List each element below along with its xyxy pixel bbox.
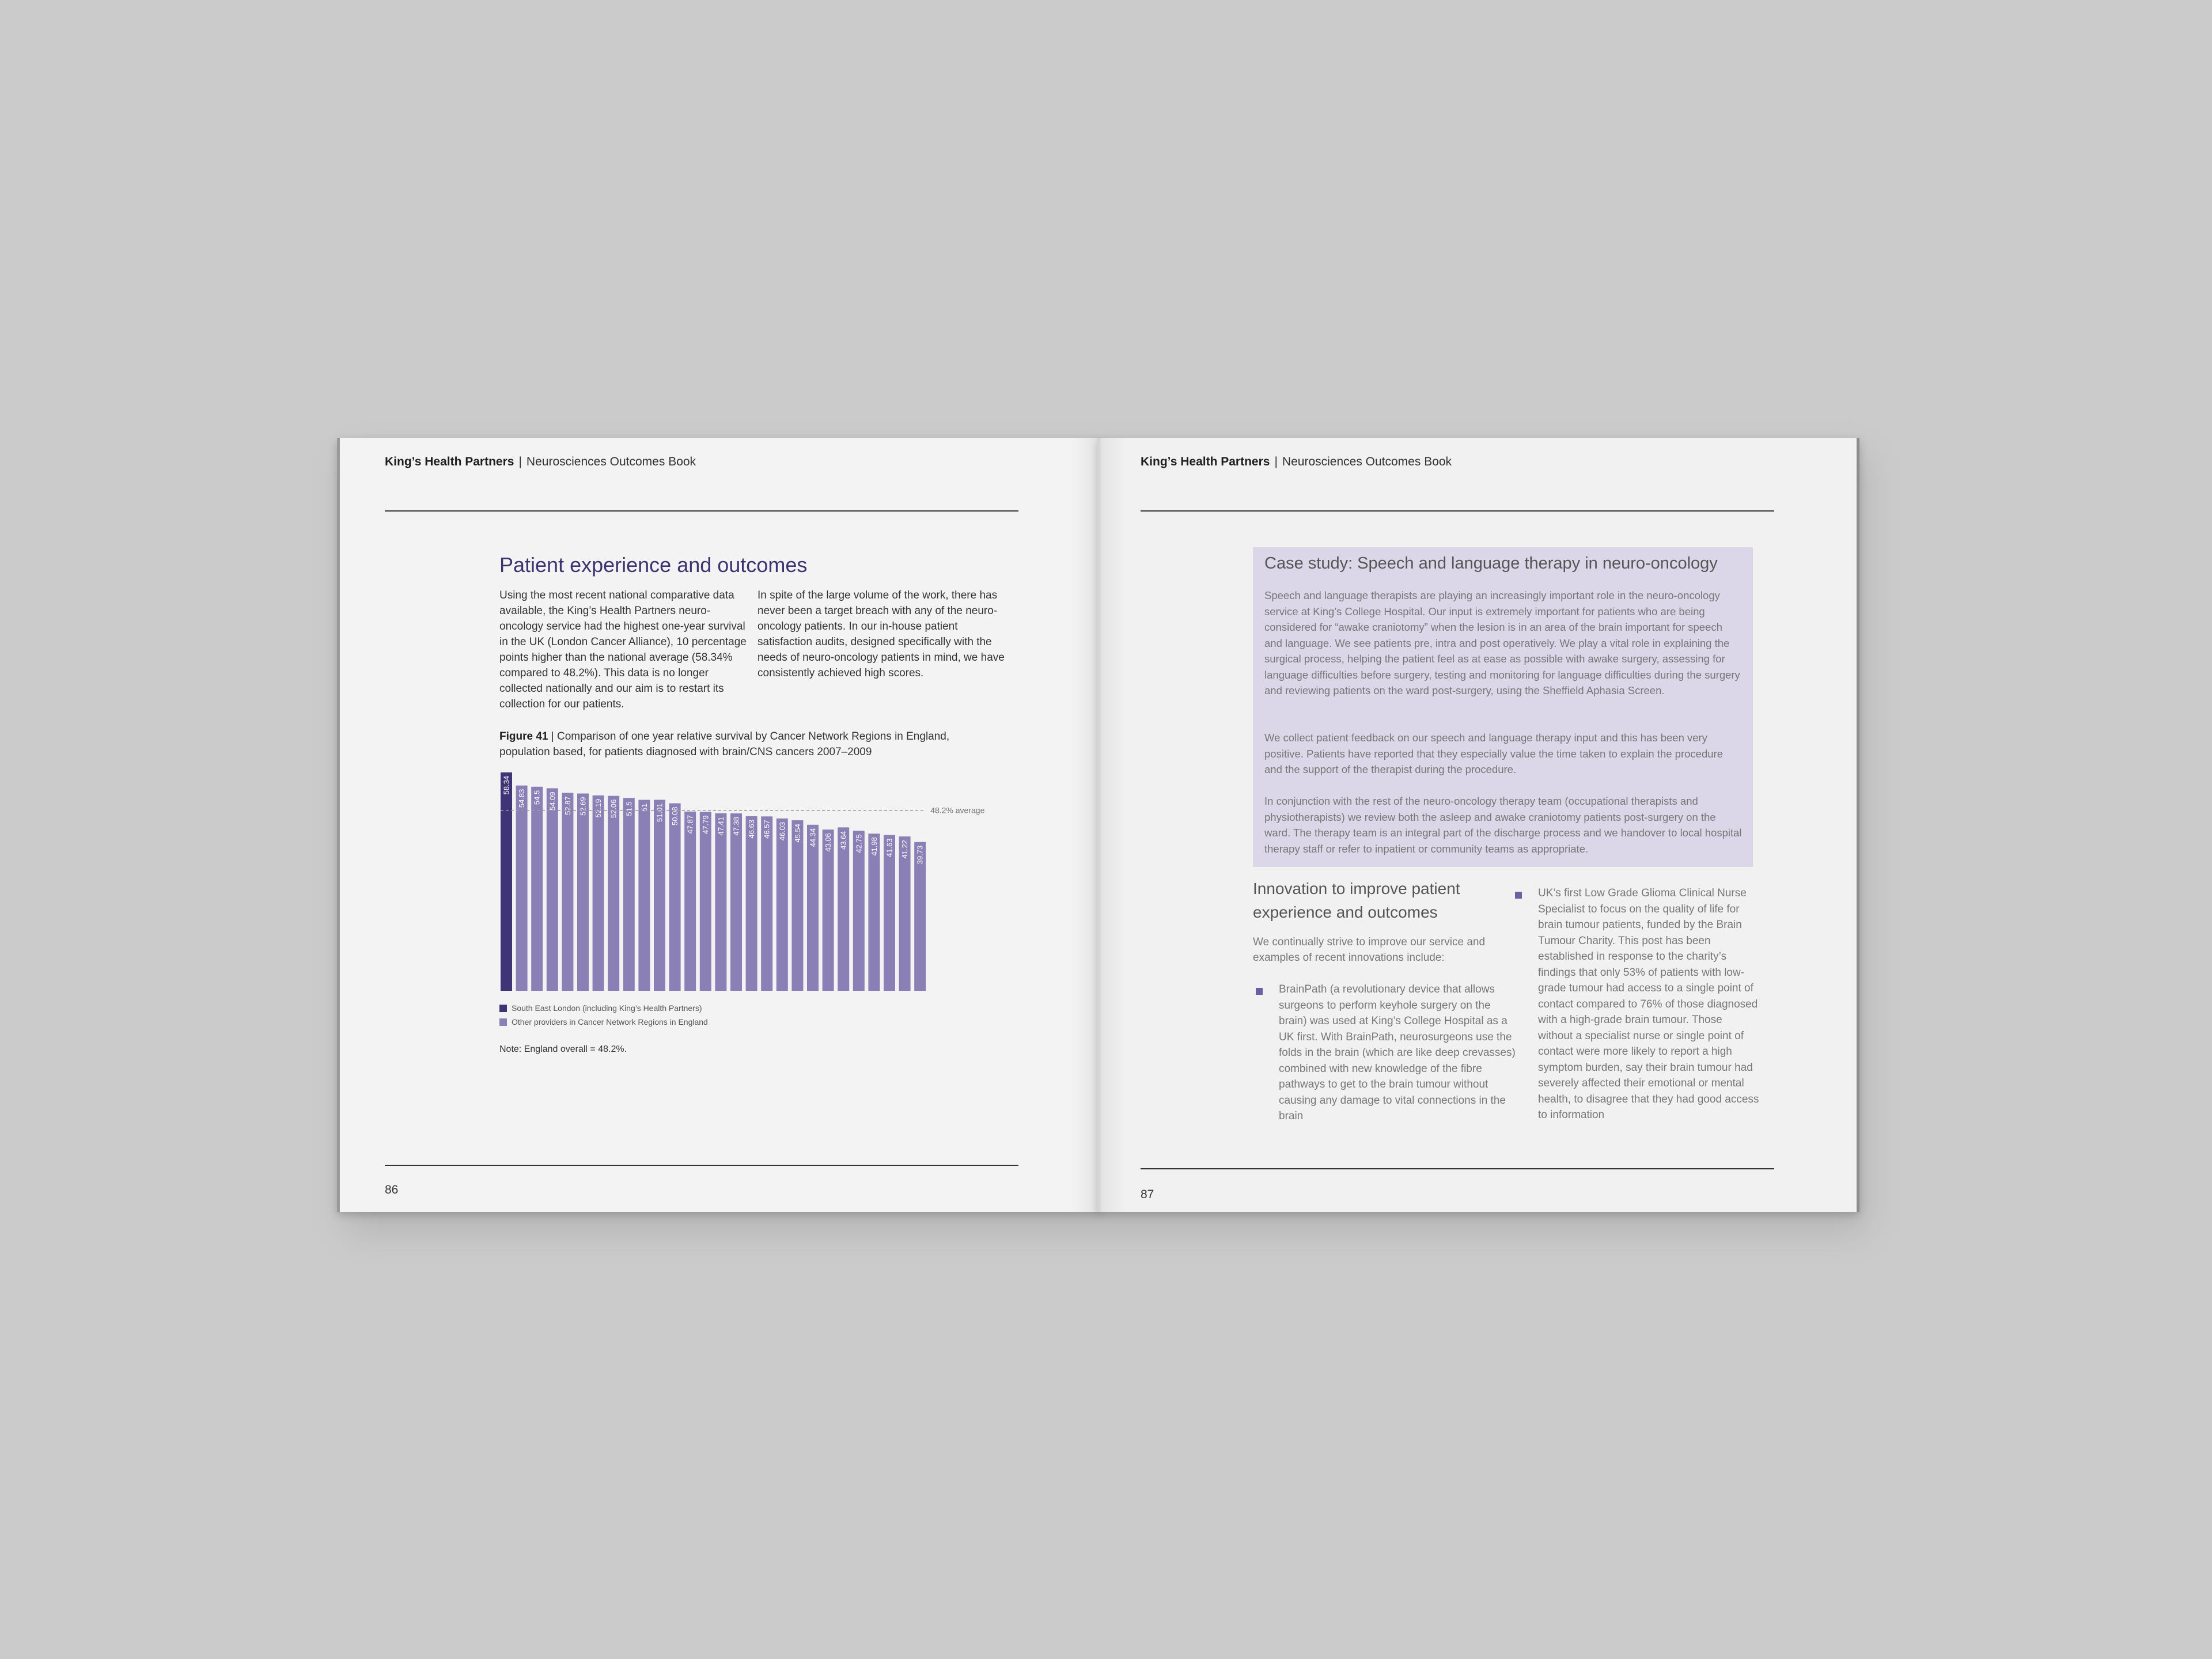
bar-value-label: 41.22 — [900, 840, 910, 859]
bar-value-label: 54.5 — [532, 790, 541, 805]
bar-value-label: 41.63 — [885, 838, 894, 857]
bar-value-label: 47.41 — [716, 816, 725, 836]
section-heading: Patient experience and outcomes — [499, 553, 808, 577]
bar-value-label: 43.06 — [824, 833, 833, 852]
figure-label: Figure 41 — [499, 730, 548, 743]
bar-value-label: 54.09 — [548, 791, 557, 810]
bar-value-label: 39.73 — [915, 845, 925, 865]
bar — [777, 819, 788, 991]
bar-value-label: 50.08 — [671, 806, 680, 826]
bar-value-label: 47.38 — [732, 817, 741, 836]
figure-caption-text: Comparison of one year relative survival by Cancer Network Regions in England, population based, for patients diagnosed with brain/CNS cancers 2007–2009 — [499, 730, 950, 758]
book-title: Neurosciences Outcomes Book — [1282, 455, 1452, 468]
bar — [623, 798, 635, 991]
survival-bar-chart — [499, 769, 1006, 994]
bar-value-label: 52.19 — [594, 798, 603, 818]
bar — [516, 786, 528, 991]
bar-value-label: 46.63 — [747, 819, 756, 839]
bullet-marker — [1515, 892, 1522, 899]
bar — [531, 787, 543, 991]
bar-value-label: 44.34 — [808, 828, 817, 847]
bar — [577, 794, 589, 991]
brand-name: King’s Health Partners — [1141, 455, 1270, 468]
figure-separator: | — [551, 730, 554, 743]
chart-legend — [499, 1001, 708, 1029]
running-head — [1141, 455, 1452, 469]
bar — [608, 796, 619, 991]
legend-swatch-other — [499, 1018, 507, 1026]
legend-label-highlight: South East London (including King’s Health Partners) — [512, 1003, 702, 1013]
bar — [715, 813, 726, 991]
bar — [791, 820, 803, 991]
bar — [547, 788, 558, 991]
top-rule — [1141, 510, 1774, 512]
average-label: 48.2% average — [930, 805, 985, 815]
right-page — [1097, 438, 1859, 1212]
bar — [684, 812, 696, 991]
bullet-item-brainpath: BrainPath (a revolutionary device that allows surgeons to perform keyhole surgery on the brain) was used at King’s College Hospital as a UK first. With BrainPath, neurosurgeons use the folds in the brain (which are like deep crevasses) combined with new knowledge of the fibre pathways to get to the brain tumour without causing any damage to vital connections in the brain — [1279, 983, 1516, 1122]
bar — [700, 812, 711, 991]
bar — [823, 830, 834, 991]
bullet-item-nurse-specialist: UK’s first Low Grade Glioma Clinical Nurse Specialist to focus on the quality of life for brain tumour patients, funded by the Brain Tumour Charity. This post has been established in response to the charity’s findings that only 53% of patients with low-grade tumour had access to a single point of contact compared to 76% of those diagnosed with a high-grade brain tumour. Those without a specialist nurse or single point of contact were more likely to report a high symptom burden, say their brain tumour had severely affected their emotional or mental health, to disagree that they had good access to information — [1538, 887, 1759, 1121]
separator: | — [518, 455, 522, 468]
running-head — [385, 455, 696, 469]
bar — [593, 796, 604, 991]
case-study-title: Case study: Speech and language therapy in neuro-oncology — [1264, 554, 1718, 573]
bar-value-label: 54.83 — [517, 789, 527, 808]
case-study-box — [1253, 547, 1753, 867]
left-page — [337, 438, 1100, 1212]
top-rule — [385, 510, 1018, 512]
bar-value-label: 46.57 — [762, 820, 771, 839]
body-column-1: Using the most recent national comparative data available, the King’s Health Partners neuro-oncology service had the highest one-year survival in the UK (London Cancer Alliance), 10 percentage points higher than the national average (58.34% compared to 48.2%). This data is no longer collected nationally and our aim is to restart its collection for our patients. — [499, 589, 747, 710]
page-number: 86 — [385, 1183, 399, 1196]
bar-value-label: 43.64 — [839, 831, 848, 850]
bar — [838, 827, 849, 991]
case-study-paragraph-2: We collect patient feedback on our speech and language therapy input and this has been very positive. Patients have reported that they especially value the time taken to explain the procedure and the support of the therapist during the procedure. — [1264, 732, 1723, 775]
legend-item-highlight — [499, 1001, 708, 1015]
bar — [669, 803, 681, 991]
bar-value-label: 52.69 — [578, 797, 588, 816]
bar-value-label: 51.5 — [624, 801, 634, 816]
body-column-2: In spite of the large volume of the work, there has never been a target breach with any of the neuro-oncology patients. In our in-house patient satisfaction audits, designed specifically with the needs of neuro-oncology patients in mind, we have consistently achieved high scores. — [757, 589, 1005, 679]
bar-value-label: 52.87 — [563, 796, 572, 815]
case-study-paragraph-3: In conjunction with the rest of the neuro-oncology therapy team (occupational therapists and physiotherapists) we review both the asleep and awake craniotomy patients post-surgery on the ward. The therapy team is an integral part of the discharge process and we handover to local hospital therapy staff or refer to inpatient or community teams as appropriate. — [1264, 795, 1742, 855]
innovation-intro: We continually strive to improve our service and examples of recent innovations include: — [1253, 936, 1486, 964]
bar-value-label: 51 — [639, 803, 649, 812]
bullet-marker — [1256, 988, 1263, 995]
innovation-heading: Innovation to improve patient experience and outcomes — [1253, 880, 1460, 921]
chart-note: Note: England overall = 48.2%. — [499, 1044, 627, 1054]
bar — [730, 813, 742, 991]
bottom-rule — [385, 1165, 1018, 1166]
bar-value-label: 46.03 — [778, 821, 787, 841]
bar — [501, 772, 512, 991]
bar-value-label: 47.87 — [685, 815, 695, 834]
case-study-paragraph-1: Speech and language therapists are playing an increasingly important role in the neuro-oncology service at King’s College Hospital. Our input is extremely important for patients who are being considered for “awake craniotomy” when the lesion is in an area of the brain important for speech and language. We see patients pre, intra and post operatively. We play a vital role in explaining the surgical process, helping the patient feel as at ease as possible with awake surgery, assessing for language difficulties before surgery, testing and monitoring for language difficulties during the surgery and reviewing patients on the ward post-surgery, using the Sheffield Aphasia Screen. — [1264, 589, 1740, 696]
bar — [638, 800, 650, 991]
bar-value-label: 42.75 — [854, 834, 863, 853]
bar-value-label: 51.01 — [655, 803, 664, 822]
bar — [868, 834, 880, 991]
page-number: 87 — [1141, 1188, 1154, 1201]
bar-value-label: 58.34 — [502, 775, 511, 795]
bar-value-label: 47.79 — [701, 815, 710, 834]
bar — [654, 800, 665, 991]
bar — [562, 793, 573, 991]
bar — [853, 831, 865, 991]
legend-item-other — [499, 1015, 708, 1029]
brand-name: King’s Health Partners — [385, 455, 514, 468]
bar — [761, 816, 772, 991]
bar — [899, 836, 911, 991]
book-title: Neurosciences Outcomes Book — [526, 455, 696, 468]
bar — [807, 825, 819, 991]
bar — [746, 816, 757, 991]
legend-label-other: Other providers in Cancer Network Regions in England — [512, 1017, 708, 1027]
legend-swatch-highlight — [499, 1005, 507, 1012]
figure-caption — [499, 729, 995, 760]
bar — [884, 835, 895, 991]
separator: | — [1274, 455, 1278, 468]
bottom-rule — [1141, 1168, 1774, 1169]
bar-value-label: 41.98 — [869, 837, 878, 856]
bar-value-label: 52.06 — [609, 799, 618, 819]
book-gutter — [1071, 438, 1126, 1212]
bar-value-label: 45.54 — [793, 823, 802, 843]
